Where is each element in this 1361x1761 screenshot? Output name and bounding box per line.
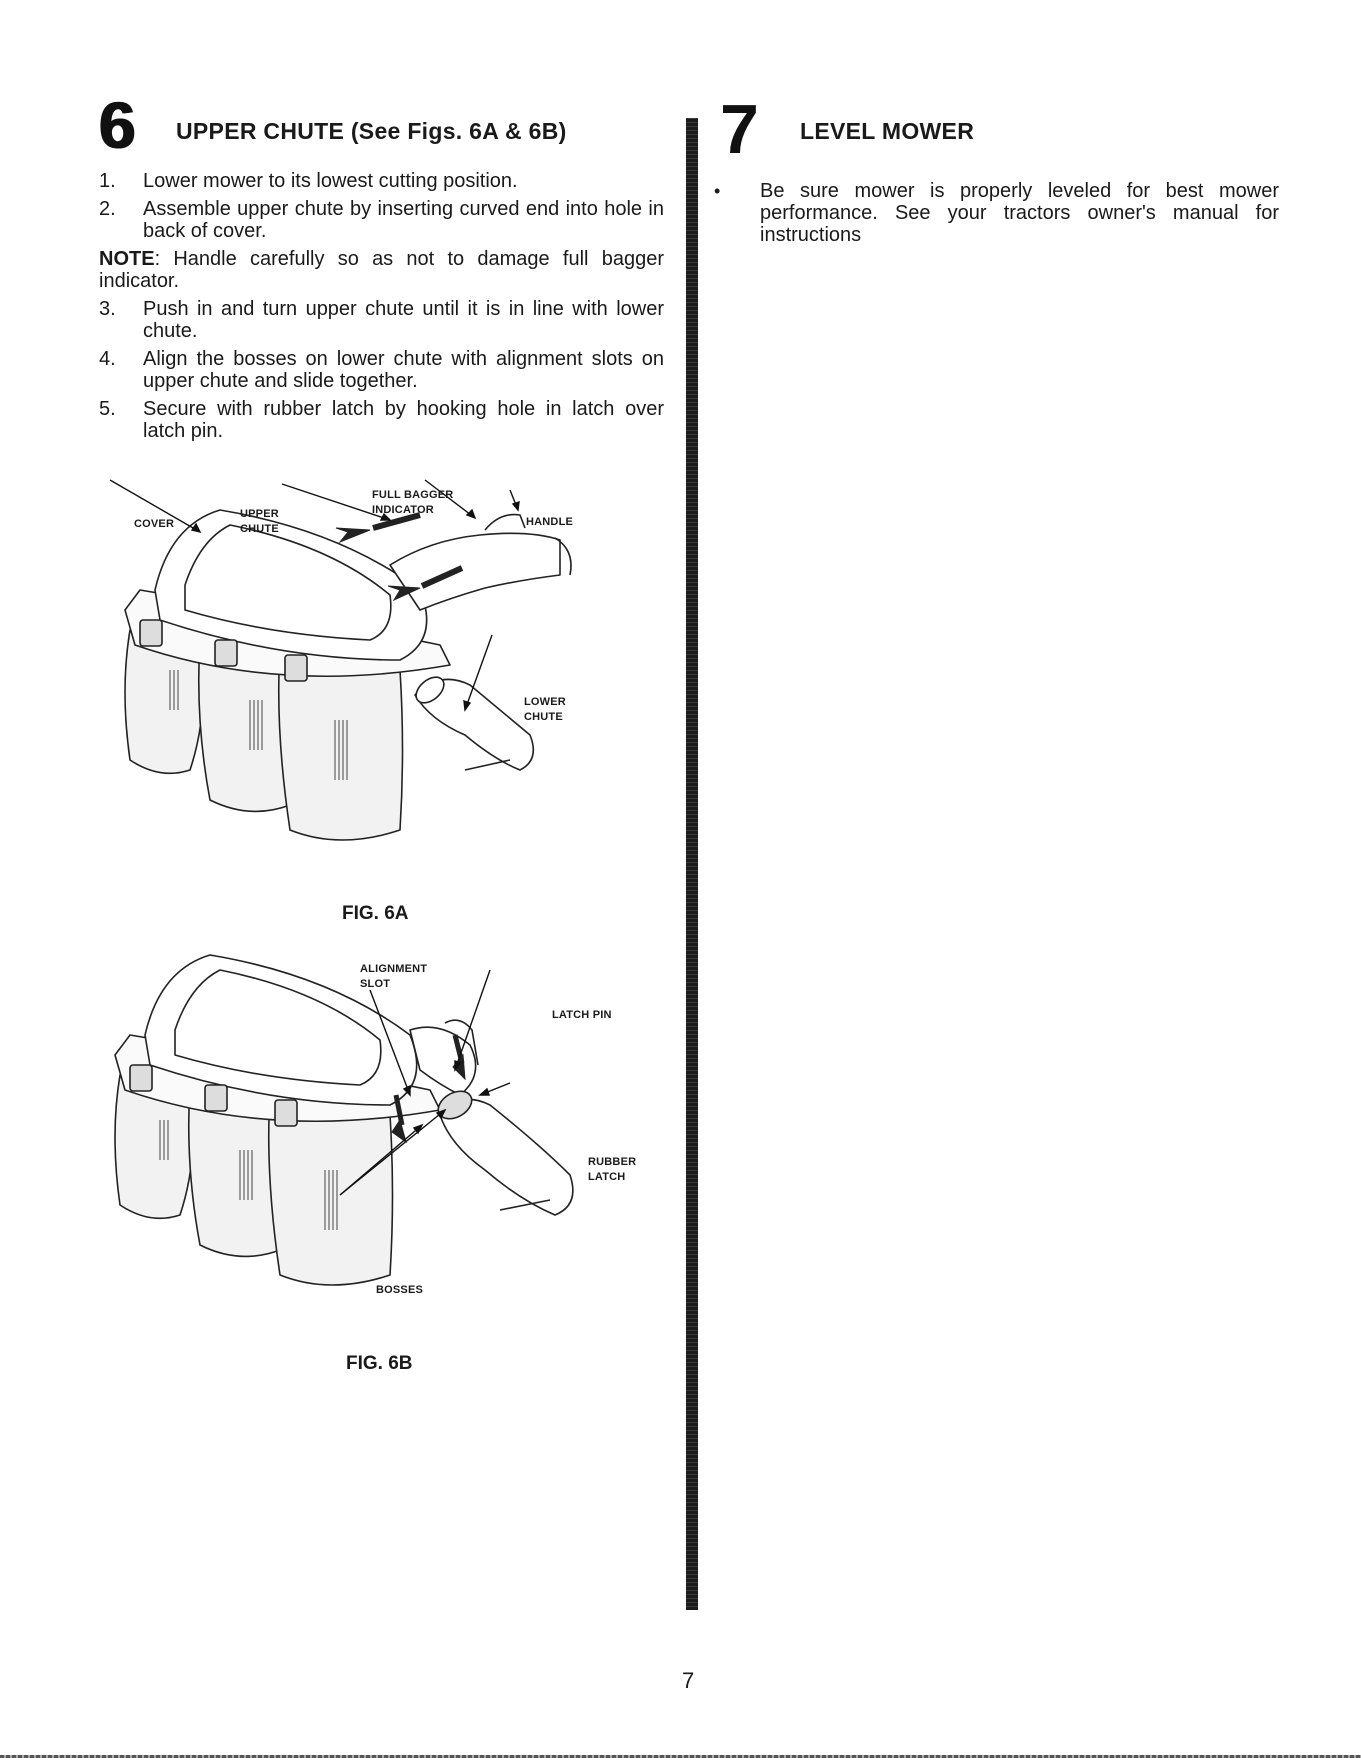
list-number: 4. (99, 348, 116, 370)
list-number: 5. (99, 398, 116, 420)
handle (485, 515, 525, 530)
label-latch-pin: LATCH PIN (552, 1009, 612, 1021)
figure-6b-illustration (100, 945, 660, 1315)
list-item (99, 198, 664, 242)
list-item (99, 398, 664, 442)
list-text: Assemble upper chute by inserting curved end into hole in back of cover. (143, 198, 664, 242)
figure-6b-caption: FIG. 6B (346, 1353, 413, 1374)
label-text: INDICATOR (372, 504, 434, 516)
label-text: CHUTE (524, 711, 563, 723)
label-bosses: BOSSES (376, 1284, 424, 1296)
note-paragraph (99, 248, 664, 292)
section-6-title: UPPER CHUTE (See Figs. 6A & 6B) (176, 118, 567, 144)
list-text: Secure with rubber latch by hooking hole in latch over latch pin. (143, 398, 664, 442)
label-text: UPPER (240, 508, 279, 520)
list-text: Lower mower to its lowest cutting position. (143, 170, 518, 192)
figure-6a-caption: FIG. 6A (342, 903, 409, 924)
list-text: Push in and turn upper chute until it is in line with lower chute. (143, 298, 664, 342)
section-7-number: 7 (720, 90, 759, 168)
label-full-bagger-indicator (372, 488, 453, 518)
label-lower-chute (524, 695, 566, 725)
label-text: FULL BAGGER (372, 489, 454, 501)
section-6-number: 6 (99, 88, 136, 162)
label-alignment-slot (360, 962, 427, 992)
figure-6a-illustration (100, 470, 660, 870)
bullet-icon: • (714, 181, 721, 201)
label-upper-chute (240, 507, 279, 537)
list-item (99, 298, 664, 342)
list-item (99, 170, 664, 192)
label-text: RUBBER (588, 1156, 637, 1168)
note-text: : Handle carefully so as not to damage full bagger indicator. (99, 248, 664, 292)
label-text: LATCH (588, 1171, 626, 1183)
note-label: NOTE (99, 248, 155, 270)
section-6-body (99, 170, 664, 448)
bottom-rule (0, 1755, 1361, 1758)
arrow-icon (336, 528, 370, 542)
page-number: 7 (682, 1668, 695, 1693)
list-text: Be sure mower is properly leveled for best mower performance. See your tractors owner's manual for instructions (760, 180, 1279, 246)
list-item (99, 348, 664, 392)
label-cover: COVER (134, 518, 175, 530)
list-number: 1. (99, 170, 116, 192)
label-handle: HANDLE (526, 516, 574, 528)
label-text: ALIGNMENT (360, 963, 428, 975)
list-number: 2. (99, 198, 116, 220)
column-divider (686, 118, 698, 1610)
section-7-title: LEVEL MOWER (800, 118, 975, 144)
label-rubber-latch (588, 1155, 636, 1185)
upper-chute (390, 533, 560, 610)
list-text: Align the bosses on lower chute with alignment slots on upper chute and slide together. (143, 348, 664, 392)
label-text: LOWER (524, 696, 566, 708)
list-item (714, 180, 1279, 246)
section-7-body (714, 180, 1279, 246)
label-text: SLOT (360, 978, 391, 990)
list-number: 3. (99, 298, 116, 320)
label-text: CHUTE (240, 523, 279, 535)
